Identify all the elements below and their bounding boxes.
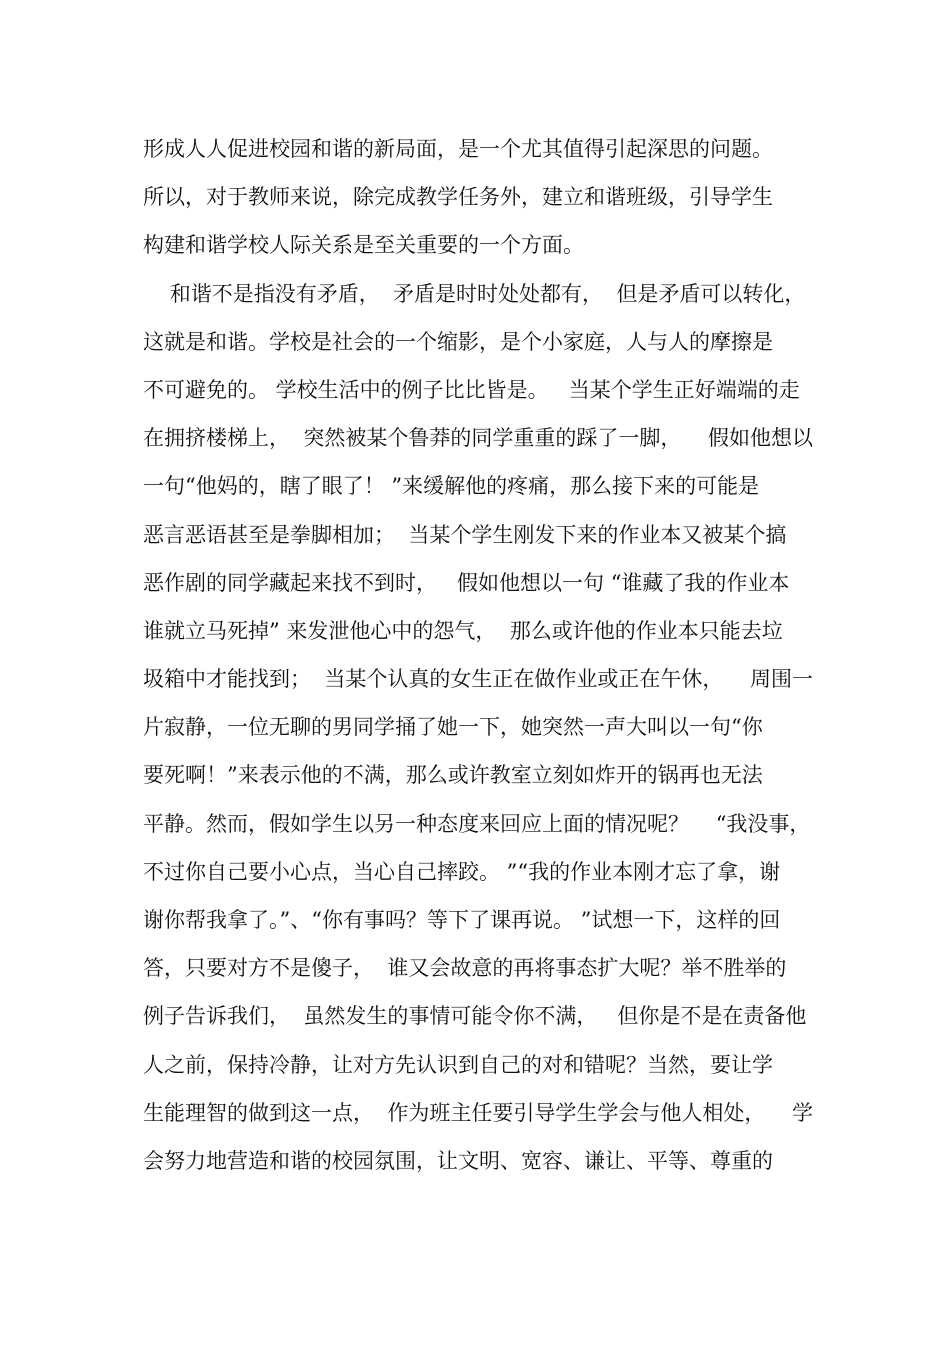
- text-line: 恶作剧的同学藏起来找不到时， 假如他想以一句 “谁藏了我的作业本: [143, 570, 790, 595]
- text-line: 一句“他妈的，瞎了眼了！ ”来缓解他的疼痛，那么接下来的可能是: [143, 474, 760, 499]
- text-line: 恶言恶语甚至是拳脚相加； 当某个学生刚发下来的作业本又被某个搞: [143, 522, 787, 547]
- text-line: 会努力地营造和谐的校园氛围，让文明、宽容、谦让、平等、尊重的: [143, 1148, 773, 1173]
- text-line: 不过你自己要小心点，当心自己摔跤。 ”“我的作业本刚才忘了拿，谢: [143, 859, 781, 884]
- text-line: 形成人人促进校园和谐的新局面，是一个尤其值得引起深思的问题。: [143, 137, 773, 161]
- text-line: 生能理智的做到这一点， 作为班主任要引导学生学会与他人相处， 学: [143, 1100, 814, 1125]
- text-line: 平静。然而，假如学生以另一种态度来回应上面的情况呢？ “我没事，: [143, 811, 811, 836]
- text-line: 在拥挤楼梯上， 突然被某个鲁莽的同学重重的踩了一脚， 假如他想以: [143, 426, 814, 451]
- text-line: 这就是和谐。学校是社会的一个缩影，是个小家庭，人与人的摩擦是: [143, 329, 773, 354]
- text-line: 所以，对于教师来说，除完成教学任务外，建立和谐班级，引导学生: [143, 185, 773, 210]
- text-line: 和谐不是指没有矛盾， 矛盾是时时处处都有， 但是矛盾可以转化，: [143, 281, 806, 306]
- body-text: [143, 125, 823, 1185]
- text-line: 谁就立马死掉” 来发泄他心中的怨气， 那么或许他的作业本只能去垃: [143, 618, 783, 643]
- text-line: 片寂静，一位无聊的男同学捅了她一下，她突然一声大叫以一句“你: [143, 715, 763, 740]
- text-line: 圾箱中才能找到； 当某个认真的女生正在做作业或正在午休， 周围一: [143, 667, 814, 692]
- text-line: 构建和谐学校人际关系是至关重要的一个方面。: [143, 233, 584, 258]
- text-line: 答，只要对方不是傻子， 谁又会故意的再将事态扩大呢？举不胜举的: [143, 956, 787, 981]
- text-line: 不可避免的。 学校生活中的例子比比皆是。 当某个学生正好端端的走: [143, 377, 800, 402]
- text-line: 人之前，保持冷静，让对方先认识到自己的对和错呢？当然，要让学: [143, 1052, 773, 1077]
- text-line: 谢你帮我拿了。”、“你有事吗？等下了课再说。 ”试想一下，这样的回: [143, 908, 781, 932]
- text-line: 例子告诉我们， 虽然发生的事情可能令你不满， 但你是不是在责备他: [143, 1004, 807, 1029]
- text-line: 要死啊！”来表示他的不满，那么或许教室立刻如炸开的锅再也无法: [143, 763, 763, 788]
